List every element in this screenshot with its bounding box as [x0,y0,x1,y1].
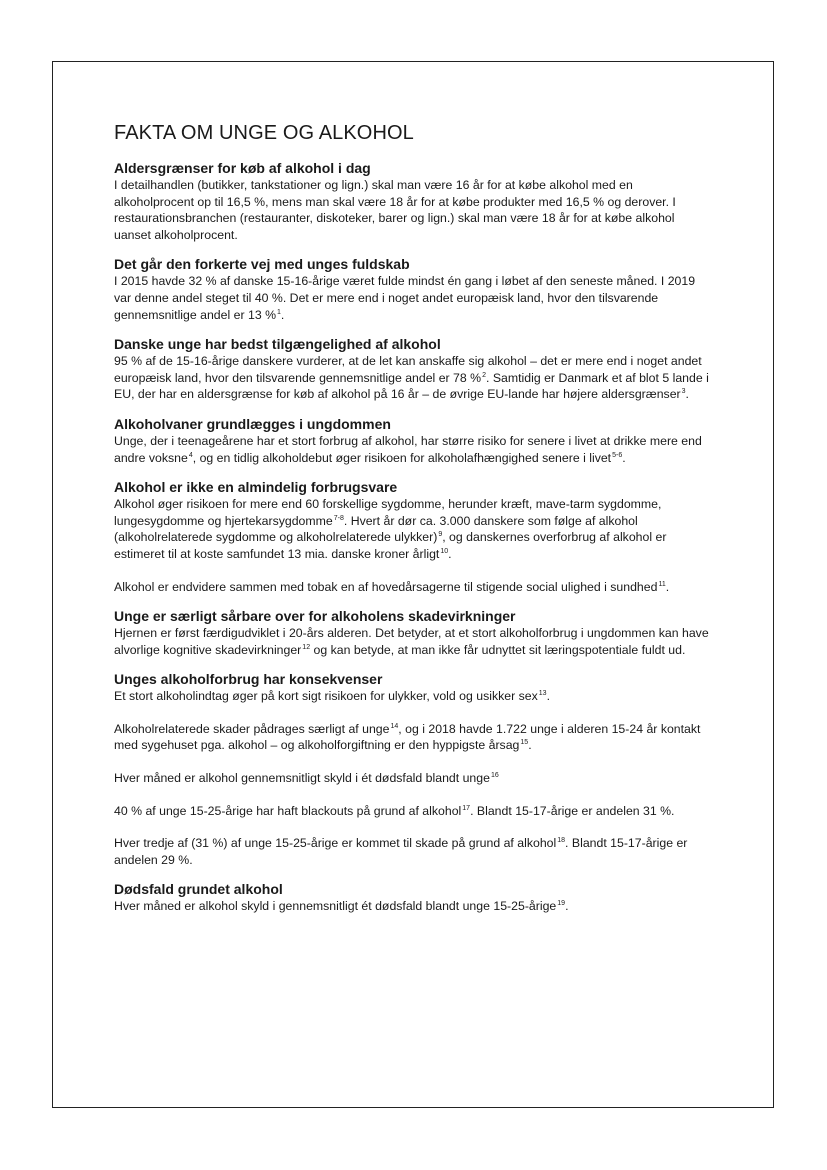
footnote-ref: 19 [557,900,566,908]
paragraph-text: . Samtidig er Danmark et af blot 5 lande i EU, der har en aldersgrænse for køb af alkohol på 16 år – de øvrige EU-lande har højere aldersgrænser [114,370,709,402]
paragraph-text: og kan betyde, at man ikke får udnyttet sit læringspotentiale fuldt ud. [310,642,686,657]
paragraph-text: . [685,387,689,402]
section-heading: Unges alkoholforbrug har konsekvenser [114,671,383,688]
section [114,416,714,466]
footnote-ref: 15 [520,739,529,747]
footnote-ref: 7-8 [333,514,344,522]
paragraph-text: Alkohol øger risikoen for mere end 60 forskellige sygdomme, herunder kræft, mave-tarm sygdomme, lungesygdomme og hjertekarsygdomme [114,497,662,528]
section-paragraph [114,273,714,323]
section-paragraph [114,835,714,868]
paragraph-text: . [280,307,285,322]
paragraph-text: Hver måned er alkohol skyld i gennemsnitligt ét dødsfald blandt unge 15-25-årige [114,899,557,914]
section-paragraph [114,496,714,562]
paragraph-text: . [665,579,670,594]
paragraph-text: 40 % af unge 15-25-årige har haft blackouts på grund af alkohol [114,803,462,818]
footnote-ref: 12 [302,643,311,651]
paragraph-text: . [448,546,452,561]
footnote-ref: 18 [557,837,566,845]
paragraph-text: . [565,899,569,914]
paragraph-text: Alkohol er endvidere sammen med tobak en af hovedårsagerne til stigende social ulighed i sundhed [114,579,658,594]
footnote-ref: 16 [490,772,499,780]
section-paragraph [114,625,714,658]
section-paragraph [114,579,714,596]
section [114,160,714,243]
paragraph-text: 95 % af de 15-16-årige danskere vurderer, at de let kan anskaffe sig alkohol – det er mere end i noget andet europæisk land, hvor den tilsvarende gennemsnitlige andel er 78 % [114,354,702,385]
section-paragraph [114,898,714,915]
footnote-ref: 10 [440,547,449,555]
paragraph-text: Et stort alkoholindtag øger på kort sigt risikoen for ulykker, vold og usikker sex [114,689,538,704]
paragraph-text: Hjernen er først færdigudviklet i 20-års alderen. Det betyder, at et stort alkoholforbrug i ungdommen kan have alvorlige kognitive skadevirkninger [114,626,709,657]
paragraph-text: , og danskernes overforbrug af alkohol er estimeret til at koste samfundet 13 mia. danske kroner årligt [114,530,667,561]
fact-sheet [114,122,714,928]
paragraph-text: . Hvert år dør ca. 3.000 danskere som følge af alkohol (alkoholrelaterede sygdomme og alkoholrelaterede ulykker) [114,513,638,545]
section-paragraph [114,177,714,243]
paragraph-text: Unge, der i teenageårene har et stort forbrug af alkohol, har større risiko for senere i livet at drikke mere end andre voksne [114,433,702,465]
paragraph-text: . [546,689,550,704]
footnote-ref: 5-6 [612,451,623,459]
section [114,671,714,868]
footnote-ref: 4 [188,451,193,459]
paragraph-text: Hver tredje af (31 %) af unge 15-25-årige er kommet til skade på grund af alkohol [114,836,557,851]
paragraph-text: . [622,450,626,465]
section-paragraph [114,353,714,403]
footnote-ref: 9 [438,531,443,539]
section-heading: Dødsfald grundet alkohol [114,881,283,898]
section-heading: Danske unge har bedst tilgængelighed af alkohol [114,336,441,353]
paragraph-text: . Blandt 15-17-årige er andelen 31 %. [470,803,675,818]
section-heading: Det går den forkerte vej med unges fuldskab [114,256,410,273]
section-heading: Alkoholvaner grundlægges i ungdommen [114,415,391,432]
footnote-ref: 14 [390,722,399,730]
section-paragraph [114,433,714,466]
paragraph-text: , og en tidlig alkoholdebut øger risikoen for alkoholafhængighed senere i livet [192,450,612,465]
footnote-ref: 11 [658,580,666,588]
page-title: FAKTA OM UNGE OG ALKOHOL [114,122,414,144]
paragraph-text: , og i 2018 havde 1.722 unge i alderen 15-24 år kontakt med sygehuset pga. alkohol – og alkoholforgiftning er den hyppigste årsag [114,721,701,753]
section-heading: Aldersgrænser for køb af alkohol i dag [114,160,371,176]
footnote-ref: 2 [482,371,486,379]
sections-container [114,160,714,915]
section-paragraph [114,688,714,705]
section-heading: Alkohol er ikke en almindelig forbrugsvare [114,479,398,496]
section [114,608,714,658]
section-paragraph [114,770,714,787]
section-paragraph [114,721,714,754]
paragraph-text: Alkoholrelaterede skader pådrages særligt af unge [114,721,390,736]
section-heading: Unge er særligt sårbare over for alkoholens skadevirkninger [114,608,516,625]
paragraph-text: Hver måned er alkohol gennemsnitligt skyld i ét dødsfald blandt unge [114,771,490,786]
section [114,256,714,323]
paragraph-text: . Blandt 15-17-årige er andelen 29 %. [114,836,688,867]
footnote-ref: 1 [277,308,281,316]
section [114,479,714,595]
footnote-ref: 3 [681,388,686,396]
section [114,881,714,915]
paragraph-text: I detailhandlen (butikker, tankstationer og lign.) skal man være 16 år for at købe alkohol med en alkoholprocent op til 16,5 %, mens man skal være 18 år for at købe produkter med 16,5 % og derover. I restaurationsbranchen (restauranter, diskoteker, barer og lign.) skal man være 18 år for at købe alkohol uanset alkoholprocent. [114,178,676,242]
footnote-ref: 13 [538,690,547,698]
paragraph-text: . [528,738,532,753]
section-paragraph [114,803,714,820]
footnote-ref: 17 [462,804,471,812]
section [114,336,714,403]
paragraph-text: I 2015 havde 32 % af danske 15-16-årige været fulde mindst én gang i løbet af den seneste måned. I 2019 var denne andel steget til 40 %. Det er mere end i noget andet europæisk land, hvor den tilsvarende gennemsnitlige andel er 13 % [114,274,696,322]
